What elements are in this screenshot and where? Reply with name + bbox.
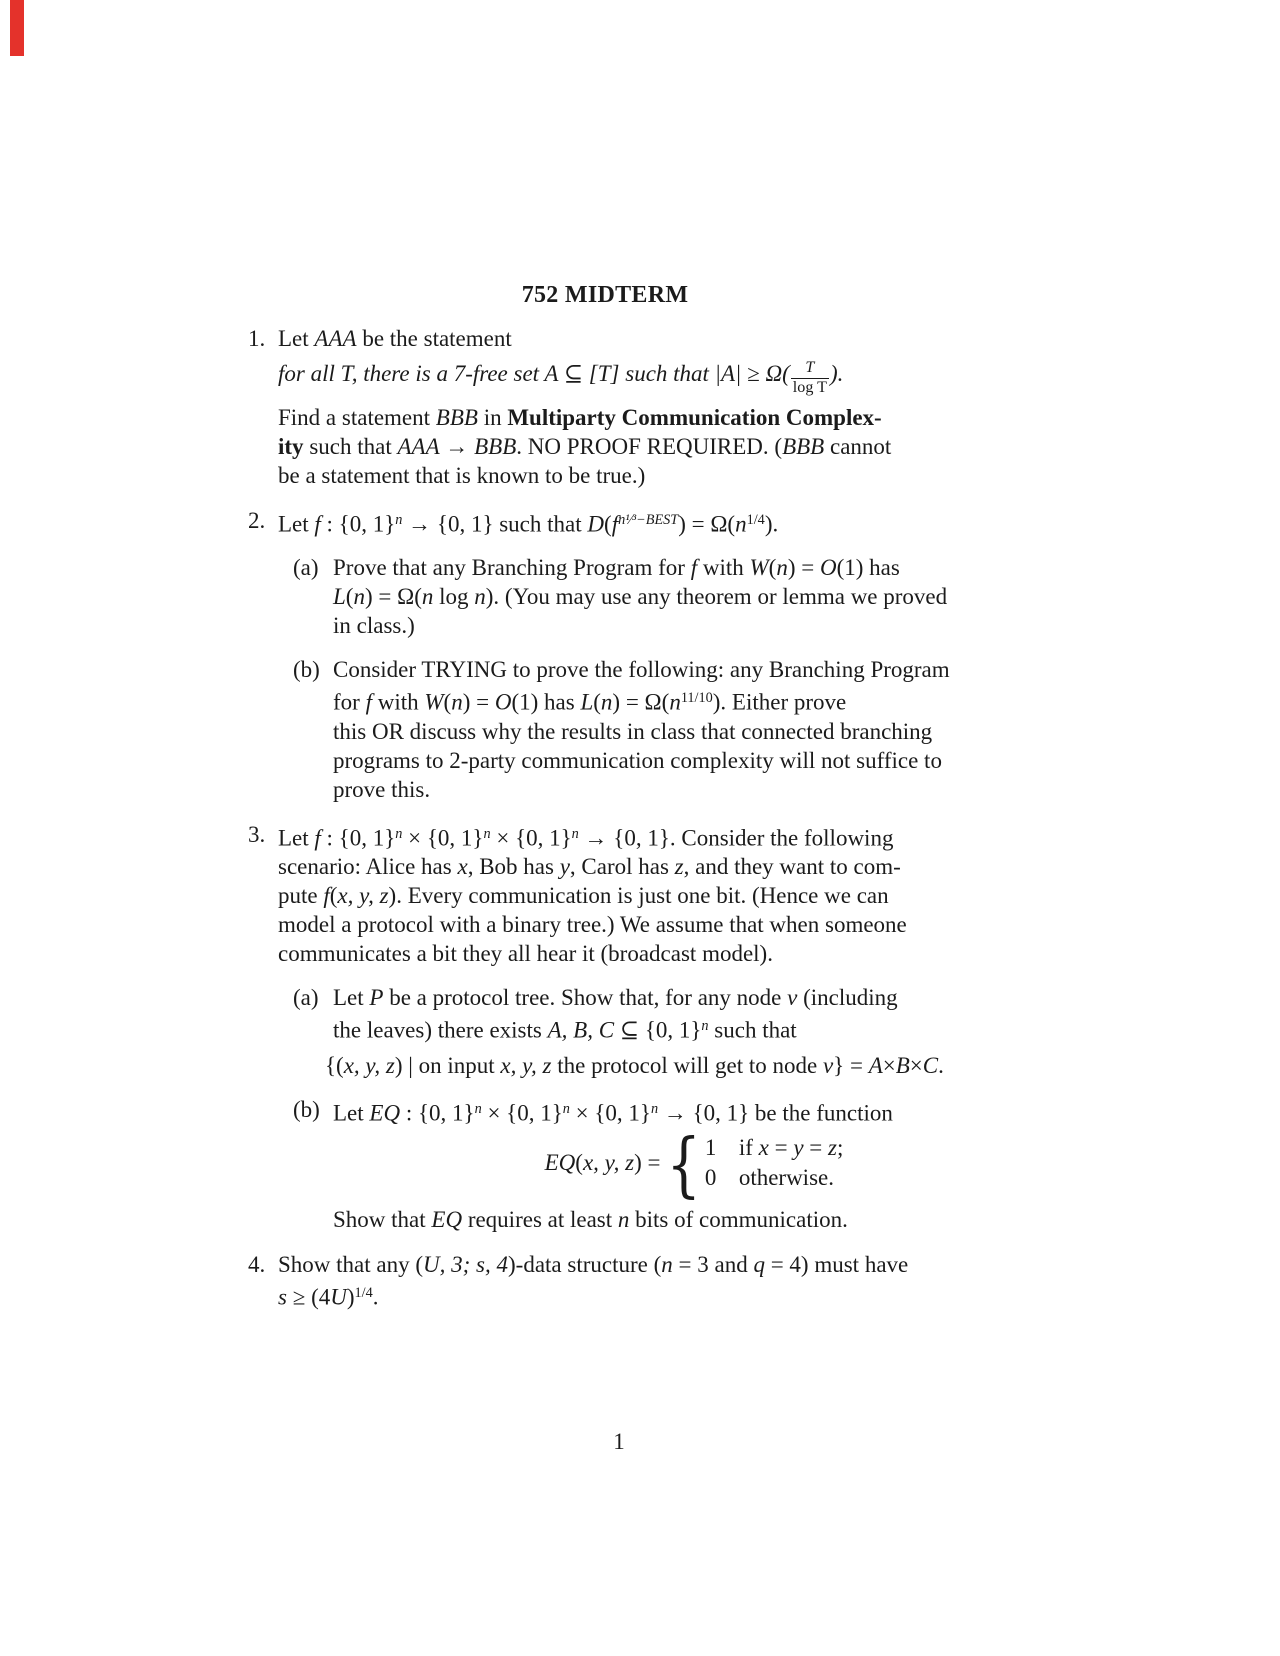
text-segment: be a statement that is known to be true.) xyxy=(278,463,646,488)
text-segment: U, 3; s, 4 xyxy=(423,1252,508,1278)
fraction xyxy=(791,359,829,397)
text-segment: EQ xyxy=(431,1207,463,1233)
text-segment: requires at least xyxy=(462,1207,618,1233)
text-segment: EQ xyxy=(369,1100,401,1126)
text-segment: n xyxy=(669,689,681,715)
text-segment: ) | on input xyxy=(394,1052,501,1078)
item-number: 2. xyxy=(248,508,266,533)
text-segment: = 4) must have xyxy=(764,1252,909,1278)
text-segment: v xyxy=(787,985,798,1011)
text-segment: P xyxy=(369,985,384,1011)
text-segment: z xyxy=(828,1135,837,1161)
text-segment: BBB xyxy=(435,405,478,430)
text-segment: n xyxy=(474,584,486,610)
fraction-numerator: T xyxy=(805,359,815,376)
text-segment: n xyxy=(617,1207,630,1233)
text-segment: f xyxy=(611,511,619,537)
text-segment: Consider TRYING to prove the following: any Branching Program xyxy=(333,657,950,683)
text-segment: ( xyxy=(575,1150,583,1176)
paragraph xyxy=(278,1205,990,1234)
text-segment: pute xyxy=(278,883,324,909)
page-title: 752 MIDTERM xyxy=(521,282,689,308)
text-segment: BBB xyxy=(474,434,517,459)
text-segment: U xyxy=(330,1284,347,1310)
text-line xyxy=(333,1012,990,1044)
text-segment: ) = Ω( xyxy=(364,584,422,610)
text-segment: ( xyxy=(345,584,354,610)
paragraph xyxy=(278,359,990,397)
text-segment: n xyxy=(562,1100,570,1117)
text-segment: n xyxy=(650,1100,659,1117)
text-line xyxy=(278,939,990,968)
text-line xyxy=(333,983,990,1012)
text-segment: L xyxy=(333,584,346,610)
text-segment: : {0, 1} xyxy=(320,511,396,537)
text-segment: ( xyxy=(443,689,452,715)
text-segment: such that xyxy=(708,1017,797,1043)
text-segment: × {0, 1} xyxy=(490,825,572,851)
item-number: 1. xyxy=(248,326,266,351)
text-segment: ( xyxy=(604,511,612,537)
text-segment: , and they want to com- xyxy=(683,854,901,880)
text-line xyxy=(278,852,990,881)
text-segment: {( xyxy=(325,1052,344,1078)
text-segment: x, y, z xyxy=(343,1052,395,1078)
text-segment: C xyxy=(922,1052,939,1078)
text-segment: f xyxy=(365,689,372,715)
sub-item xyxy=(278,983,990,1044)
text-segment: programs to 2-party communication complexity will not suffice to xyxy=(333,747,942,773)
text-segment: n xyxy=(353,584,365,610)
text-segment: = xyxy=(803,1135,829,1161)
text-segment: ) = xyxy=(787,555,820,581)
cases-equation xyxy=(278,1123,990,1206)
text-segment: n xyxy=(395,825,403,842)
text-segment: Let xyxy=(278,511,315,537)
text-segment: ⊆ {0, 1} xyxy=(614,1017,702,1043)
paragraph xyxy=(278,324,990,353)
text-segment: AAA xyxy=(397,434,440,459)
text-segment: ≥ (4 xyxy=(286,1284,331,1310)
text-segment: n xyxy=(600,689,613,715)
fraction-denominator: log T xyxy=(792,378,827,396)
text-segment: 1/4 xyxy=(354,1285,373,1302)
text-segment: f xyxy=(314,825,321,851)
text-segment: BBB xyxy=(782,434,825,459)
exam-item xyxy=(248,1250,990,1311)
text-segment: Prove that any Branching Program for xyxy=(333,555,691,581)
text-segment: → {0, 1}. Consider the following xyxy=(578,825,894,851)
text-segment: the leaves) there exists xyxy=(333,1017,548,1043)
text-line xyxy=(278,1250,990,1279)
text-segment: O xyxy=(494,689,512,715)
text-line xyxy=(333,611,990,640)
text-segment: ) = Ω( xyxy=(678,511,736,537)
text-segment: f xyxy=(323,883,330,909)
text-segment: s xyxy=(278,1284,287,1310)
subitem-label: (b) xyxy=(293,657,320,683)
text-segment: 1 xyxy=(704,1135,717,1161)
text-segment: this OR discuss why the results in class that connected branching xyxy=(333,718,933,744)
text-segment: Multiparty Communication Complex- xyxy=(507,405,882,430)
display-equation xyxy=(325,1051,990,1080)
text-segment: × xyxy=(882,1052,896,1078)
text-segment: x, y, z xyxy=(582,1150,635,1176)
sub-item xyxy=(278,1095,990,1127)
case-row xyxy=(705,1133,844,1163)
text-segment: . xyxy=(372,1284,379,1310)
text-line xyxy=(333,746,990,775)
sub-item xyxy=(278,553,990,640)
text-segment: . NO PROOF REQUIRED. ( xyxy=(516,434,783,459)
text-line xyxy=(333,553,990,582)
text-segment: cannot xyxy=(824,434,892,459)
text-segment: 11/10 xyxy=(680,690,713,707)
text-segment: Let xyxy=(333,985,370,1011)
text-segment: v xyxy=(822,1052,834,1078)
text-segment: n xyxy=(701,1018,709,1035)
text-segment: if xyxy=(738,1135,759,1161)
text-segment: = 3 and xyxy=(672,1252,754,1278)
text-segment: (1) has xyxy=(836,555,900,581)
text-line xyxy=(333,775,990,804)
text-segment: with xyxy=(371,689,425,715)
text-segment: be a protocol tree. Show that, for any node xyxy=(383,985,788,1011)
text-line xyxy=(333,684,990,716)
text-segment: n xyxy=(735,511,747,537)
text-segment: W xyxy=(424,689,444,715)
text-segment: for xyxy=(333,689,366,715)
text-segment: x xyxy=(457,854,468,880)
text-segment: ( xyxy=(329,883,338,909)
text-segment: n xyxy=(474,1100,482,1117)
page-number: 1 xyxy=(613,1429,625,1454)
text-segment: → {0, 1} be the function xyxy=(658,1100,893,1126)
exam-items xyxy=(248,324,990,1311)
text-segment: bits of communication. xyxy=(629,1207,848,1233)
text-line xyxy=(278,324,990,353)
text-segment: Show that xyxy=(333,1207,432,1233)
text-segment: y xyxy=(793,1135,804,1161)
subitem-label: (b) xyxy=(293,1096,320,1122)
exam-item xyxy=(248,324,990,490)
text-segment: × {0, 1} xyxy=(402,825,484,851)
text-segment: ) = xyxy=(462,689,495,715)
text-segment: in class.) xyxy=(333,613,415,639)
text-segment: n xyxy=(483,825,491,842)
case-value xyxy=(705,1133,739,1163)
item-number: 4. xyxy=(248,1252,266,1278)
text-segment: ) = xyxy=(634,1150,661,1176)
case-value xyxy=(705,1163,739,1193)
red-position-marker xyxy=(10,0,24,56)
text-segment: x, y, z xyxy=(337,883,389,909)
text-segment: n xyxy=(395,512,403,528)
text-segment: L xyxy=(580,689,594,715)
text-segment: O xyxy=(819,555,837,581)
text-segment: AAA xyxy=(314,326,357,351)
paragraph xyxy=(278,820,990,968)
text-line xyxy=(278,910,990,939)
text-segment: ). Either prove xyxy=(712,689,847,715)
text-segment: ). (You may use any theorem or lemma we proved xyxy=(485,584,948,610)
text-line xyxy=(333,1205,990,1234)
text-segment: q xyxy=(753,1252,765,1278)
text-line xyxy=(333,1095,990,1127)
text-segment: . xyxy=(938,1052,944,1078)
text-segment: (1) has xyxy=(511,689,581,715)
subitem-label: (a) xyxy=(293,555,319,581)
text-segment: ( xyxy=(593,689,601,715)
text-segment: : {0, 1} xyxy=(320,825,396,851)
exam-item xyxy=(248,506,990,804)
text-segment: n xyxy=(451,689,463,715)
text-segment: B xyxy=(895,1052,910,1078)
text-segment: ( xyxy=(768,555,777,581)
text-segment: x xyxy=(758,1135,769,1161)
cases-inner xyxy=(544,1123,844,1206)
text-segment: } = xyxy=(833,1052,869,1078)
text-segment: f xyxy=(314,511,321,537)
paragraph xyxy=(278,403,990,490)
text-segment: n¹⁄³−BEST xyxy=(618,512,679,528)
text-segment: EQ xyxy=(544,1150,576,1176)
text-segment: Show that any ( xyxy=(278,1252,424,1278)
text-line xyxy=(278,359,990,397)
subitem-label: (a) xyxy=(293,985,319,1011)
text-segment: ; xyxy=(836,1135,844,1161)
text-segment: A, B, C xyxy=(547,1017,615,1043)
text-segment: ) = Ω( xyxy=(612,689,670,715)
text-segment: , Bob has xyxy=(467,854,560,880)
text-segment: Let xyxy=(278,825,315,851)
text-line xyxy=(333,717,990,746)
case-row xyxy=(705,1163,844,1193)
text-segment: 1/4 xyxy=(746,512,765,528)
text-segment: 0 xyxy=(704,1165,717,1191)
text-segment: x, y, z xyxy=(500,1052,552,1078)
text-line xyxy=(278,506,990,538)
exam-item xyxy=(248,820,990,1234)
text-segment: such that xyxy=(303,434,398,459)
equation-lhs xyxy=(545,1150,661,1176)
text-segment: otherwise. xyxy=(738,1165,834,1191)
text-segment: the protocol will get to node xyxy=(551,1052,823,1078)
text-segment: W xyxy=(749,555,769,581)
text-line xyxy=(278,461,990,490)
text-segment: communicates a bit they all hear it (broadcast model). xyxy=(278,941,773,967)
text-segment: z xyxy=(674,854,684,880)
text-segment: × {0, 1} xyxy=(569,1100,651,1126)
text-segment: → {0, 1} such that xyxy=(402,511,588,537)
case-rows xyxy=(705,1133,844,1193)
text-segment: with xyxy=(697,555,750,581)
text-segment: : {0, 1} xyxy=(400,1100,475,1126)
text-segment: → xyxy=(439,434,475,459)
text-segment: for all T, there is a 7-free set A ⊆ [T] such that |A| ≥ Ω( xyxy=(278,361,790,387)
text-line xyxy=(278,820,990,852)
text-segment: model a protocol with a binary tree.) We assume that when someone xyxy=(278,912,907,938)
text-segment: ). xyxy=(764,511,779,537)
text-line xyxy=(278,881,990,910)
text-segment: , Carol has xyxy=(569,854,675,880)
text-line xyxy=(278,403,990,432)
text-segment: be the statement xyxy=(356,326,512,351)
text-line xyxy=(278,1279,990,1311)
text-segment: )-data structure ( xyxy=(508,1252,662,1278)
text-segment: ). xyxy=(829,361,844,387)
text-segment: n xyxy=(661,1252,673,1278)
text-segment: in xyxy=(477,405,508,430)
text-segment: y xyxy=(559,854,570,880)
text-segment: prove this. xyxy=(333,776,431,802)
text-segment: ity xyxy=(278,434,304,459)
text-line xyxy=(333,655,990,684)
case-condition xyxy=(739,1135,844,1160)
text-segment: = xyxy=(768,1135,794,1161)
text-segment: n xyxy=(571,825,579,842)
paragraph xyxy=(278,506,990,538)
text-segment: n xyxy=(776,555,788,581)
text-segment: scenario: Alice has xyxy=(278,854,458,880)
text-segment: × xyxy=(909,1052,923,1078)
case-condition xyxy=(739,1165,834,1190)
text-segment: (including xyxy=(797,985,898,1011)
equation-line xyxy=(325,1051,990,1080)
cases-brace: { xyxy=(666,1123,701,1206)
text-segment: Find a statement xyxy=(278,405,436,430)
text-segment: ) xyxy=(346,1284,355,1310)
text-segment: D xyxy=(587,511,605,537)
sub-item xyxy=(278,655,990,803)
text-line xyxy=(278,432,990,461)
text-segment: Let xyxy=(278,326,315,351)
text-segment: f xyxy=(690,555,698,581)
text-line xyxy=(333,582,990,611)
text-segment: log xyxy=(433,584,475,610)
document-page xyxy=(248,0,990,1311)
text-segment: × {0, 1} xyxy=(481,1100,563,1126)
text-segment: n xyxy=(421,584,434,610)
item-number: 3. xyxy=(248,821,266,847)
text-segment: ). Every communication is just one bit. (Hence we can xyxy=(388,883,889,909)
paragraph xyxy=(278,1250,990,1311)
text-segment: A xyxy=(868,1052,883,1078)
text-segment: Let xyxy=(333,1100,370,1126)
